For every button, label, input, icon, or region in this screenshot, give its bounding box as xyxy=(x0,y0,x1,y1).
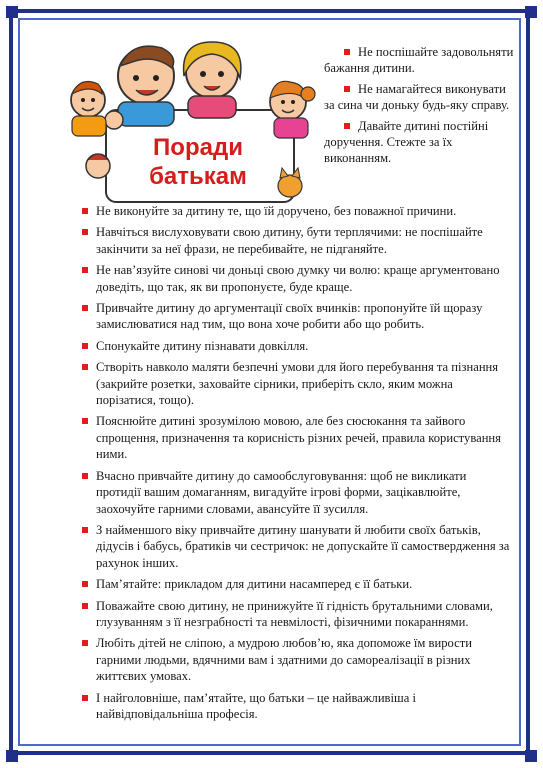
bullet-icon xyxy=(82,581,88,587)
list-item-text: Не намагайтеся виконувати за сина чи доньку будь-яку справу. xyxy=(324,82,510,112)
bullet-icon xyxy=(82,208,88,214)
list-item-text: Не нав’язуйте синові чи доньці свою думку чи волю: краще аргументовано доведіть, що так, як ви пропонуєте, буде краще. xyxy=(96,263,500,294)
list-item-text: Навчіться вислуховувати свою дитину, бути терплячими: не поспішайте закінчити за неї фрази, не перебивайте, не підганяйте. xyxy=(96,225,483,256)
toddler-figure xyxy=(86,154,110,178)
bullet-icon xyxy=(82,695,88,701)
top-tips-list xyxy=(324,44,514,171)
list-item-text: Пояснюйте дитині зрозумілою мовою, але без сюсюкання та зайвого спрощення, призначення та корисність різних речей, правила користування ними. xyxy=(96,414,501,462)
bullet-icon xyxy=(82,603,88,609)
list-item-text: З найменшого віку привчайте дитину шанувати й любити своїх батьків, дідусів і бабусь, братиків чи сестричок: не допускайте її самоствердження за рахунок інших. xyxy=(96,522,510,570)
corner-ornament xyxy=(6,6,18,18)
boy-figure xyxy=(71,82,106,136)
corner-ornament xyxy=(525,750,537,762)
mom-figure xyxy=(184,42,241,118)
list-item-text: Любіть дітей не сліпою, а мудрою любов’ю, яка допоможе їм вирости гарними людьми, вдячними вам і здатними до самореалізації в різних життєвих умовах. xyxy=(96,636,472,684)
list-item-text: Поважайте свою дитину, не принижуйте її гідність брутальними словами, глузуванням з її незграбності та невмілості, фізичними покараннями. xyxy=(96,598,493,629)
list-item xyxy=(82,635,512,684)
corner-ornament xyxy=(525,6,537,18)
bullet-icon xyxy=(344,86,350,92)
list-item xyxy=(324,44,514,76)
list-item-text: Привчайте дитину до аргументації своїх вчинків: пропонуйте їй щоразу замислюватися над тим, що вона хоче робити або що робить. xyxy=(96,301,483,332)
list-item-text: Спонукайте дитину пізнавати довкілля. xyxy=(96,338,309,353)
list-item-text: Пам’ятайте: прикладом для дитини насамперед є її батьки. xyxy=(96,577,413,592)
bullet-icon xyxy=(344,123,350,129)
list-item-text: І найголовніше, пам’ятайте, що батьки – це найважливіша і найвідповідальніша професія. xyxy=(96,690,416,721)
list-item xyxy=(82,203,512,219)
bullet-icon xyxy=(82,267,88,273)
bullet-icon xyxy=(344,49,350,55)
tips-list xyxy=(82,203,512,727)
list-item xyxy=(82,413,512,462)
bullet-icon xyxy=(82,343,88,349)
list-item xyxy=(324,81,514,113)
list-item xyxy=(82,359,512,408)
list-item xyxy=(82,522,512,571)
title-line: Поради xyxy=(153,134,243,161)
list-item xyxy=(82,468,512,517)
bullet-icon xyxy=(82,305,88,311)
list-item-text: Не поспішайте задовольняти бажання дитини. xyxy=(324,45,514,75)
corner-ornament xyxy=(6,750,18,762)
list-item-text: Не виконуйте за дитину те, що їй доручено, без поважної причини. xyxy=(96,204,457,218)
list-item-text: Створіть навколо маляти безпечні умови для його перебування та пізнання (закрийте розетки, заховайте сірники, приберіть скло, яким можна порізатися, тощо). xyxy=(96,360,499,408)
bullet-icon xyxy=(82,229,88,235)
bullet-icon xyxy=(82,527,88,533)
bullet-icon xyxy=(82,473,88,479)
list-item-text: Вчасно привчайте дитину до самообслуговування: щоб не викликати протидії вашим домаганням, вигадуйте ігрові форми, зацікавлюйте, заохочуйте гарними словами, авансуйте її зусилля. xyxy=(96,468,467,516)
list-item xyxy=(324,118,514,166)
page-title xyxy=(118,133,278,191)
list-item xyxy=(82,338,512,354)
list-item xyxy=(82,224,512,257)
list-item xyxy=(82,690,512,723)
list-item xyxy=(82,576,512,592)
bullet-icon xyxy=(82,640,88,646)
dad-figure xyxy=(105,46,174,129)
title-line: батькам xyxy=(149,163,247,190)
list-item xyxy=(82,262,512,295)
list-item xyxy=(82,300,512,333)
list-item-text: Давайте дитині постійні доручення. Стежте за їх виконанням. xyxy=(324,119,489,165)
girl-figure xyxy=(270,81,315,138)
list-item xyxy=(82,598,512,631)
bullet-icon xyxy=(82,364,88,370)
bullet-icon xyxy=(82,418,88,424)
